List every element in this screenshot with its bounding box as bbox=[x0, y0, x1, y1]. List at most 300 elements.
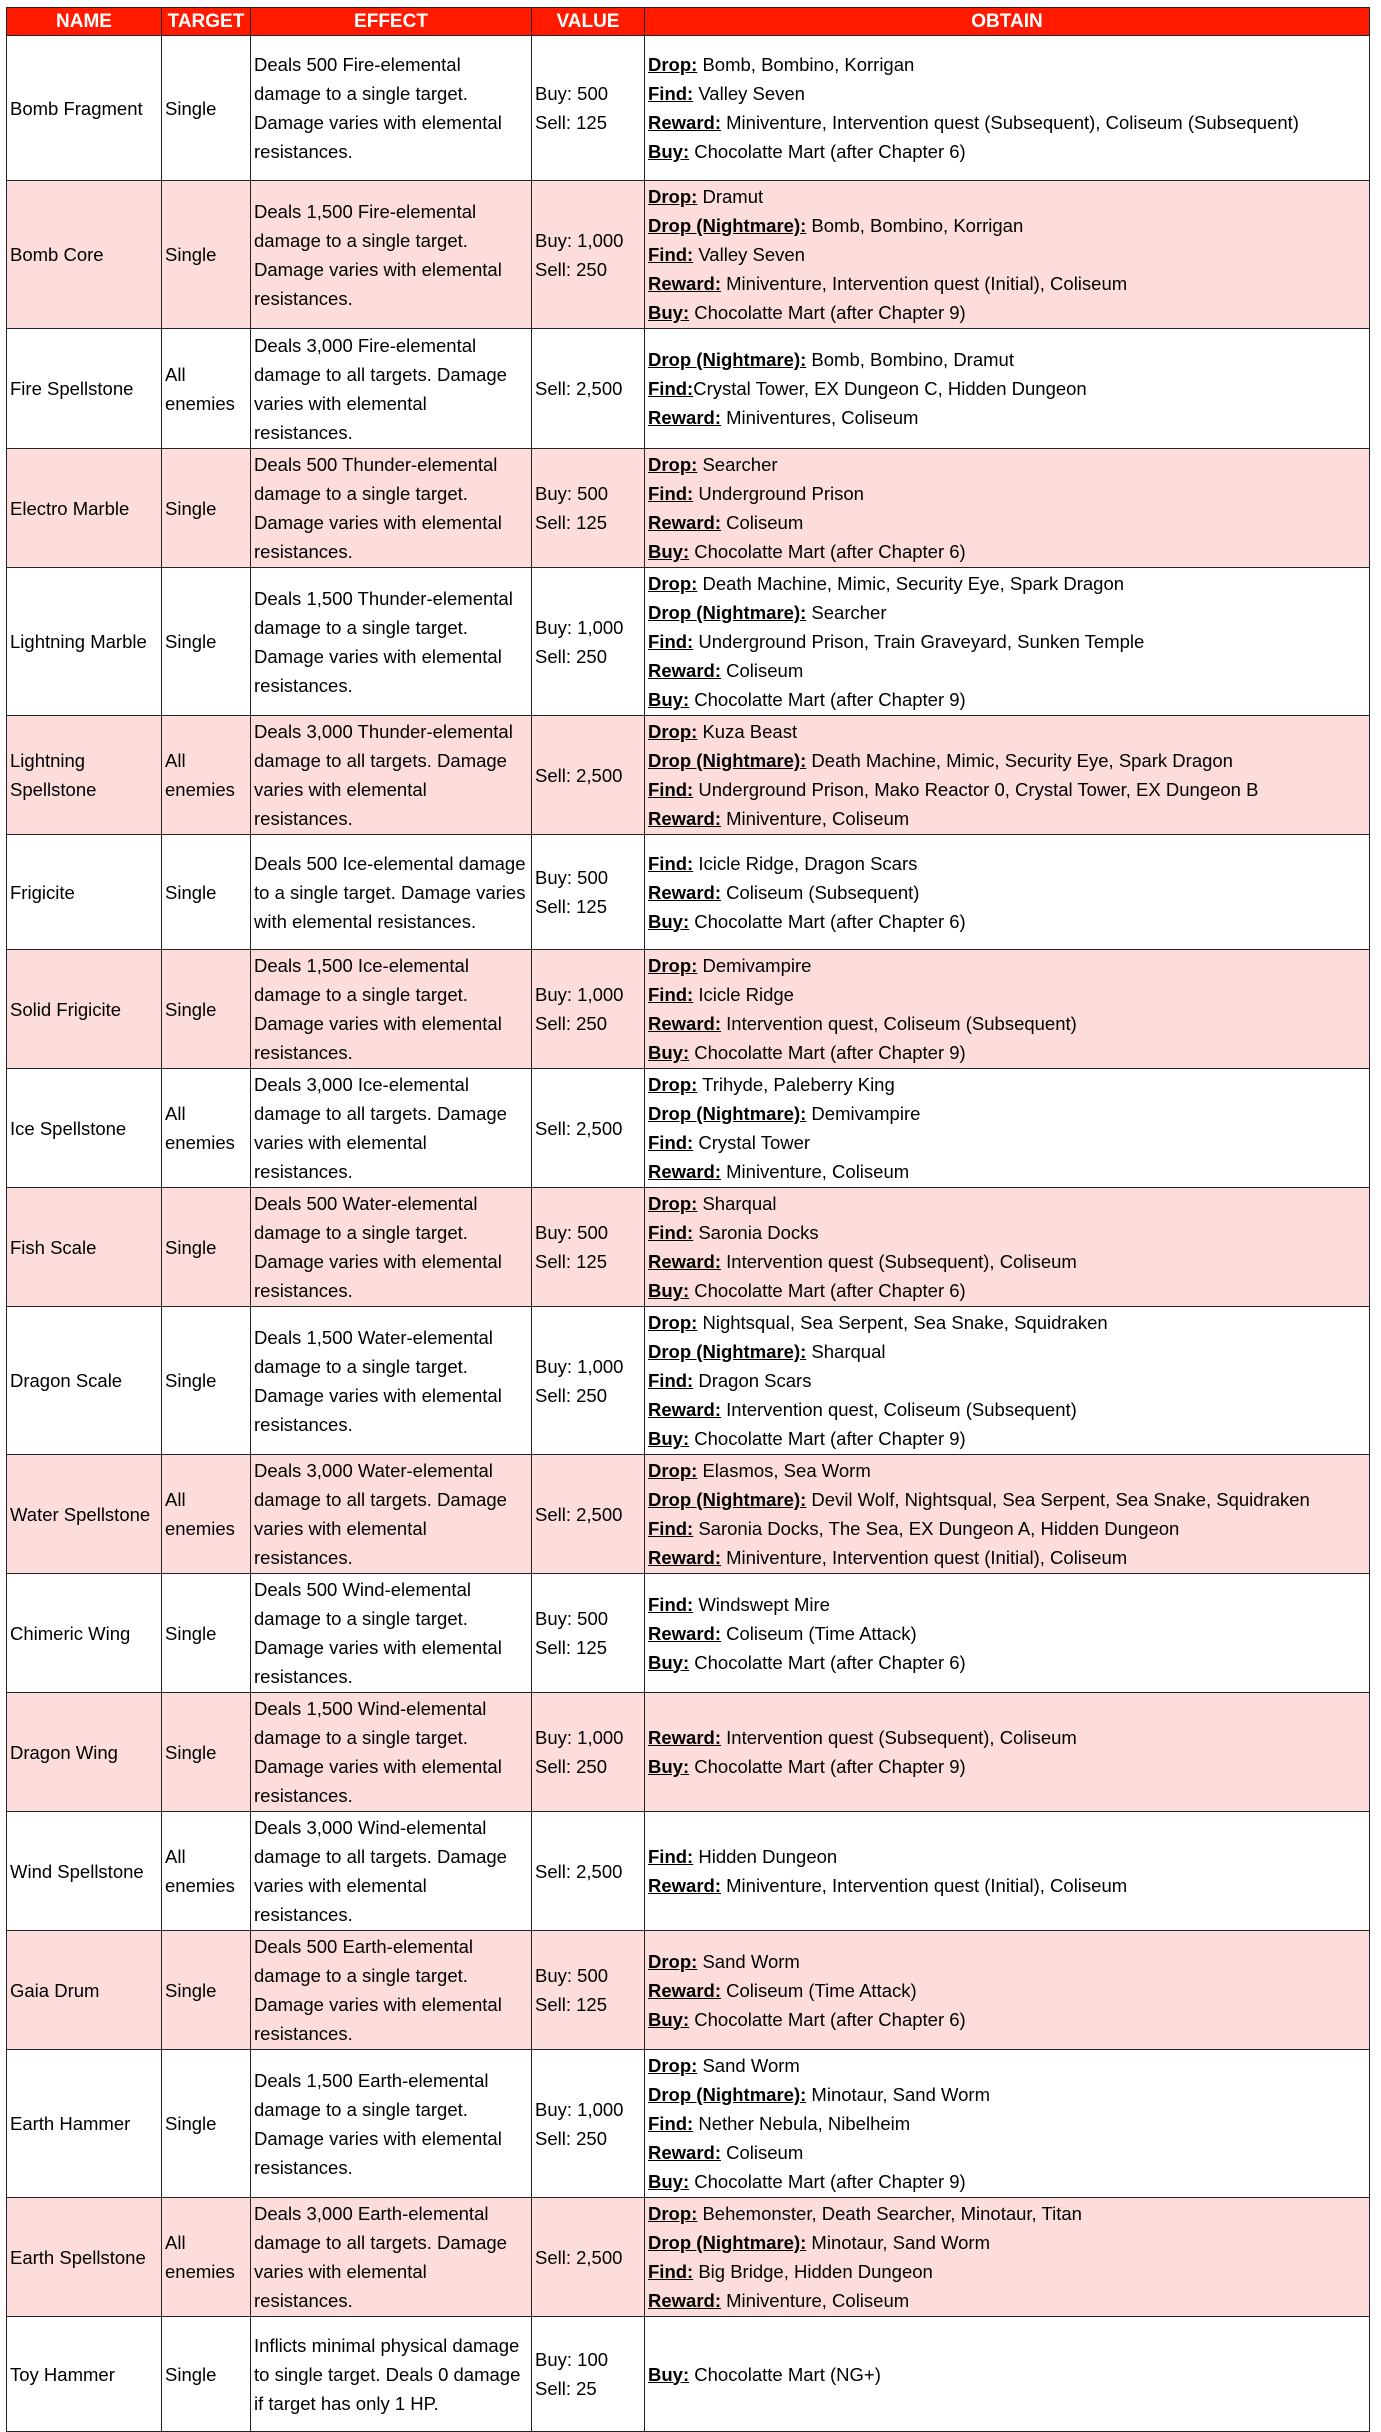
obtain-entry bbox=[648, 1099, 1366, 1128]
obtain-label: Find: bbox=[648, 2113, 694, 2134]
buy-price: Buy: 100 bbox=[535, 2349, 609, 2370]
buy-price: Buy: 500 bbox=[535, 83, 609, 104]
header-target: TARGET bbox=[162, 8, 251, 36]
obtain-label: Reward: bbox=[648, 1251, 721, 1272]
obtain-entry bbox=[648, 240, 1366, 269]
item-effect-cell: Deals 500 Wind-elemental damage to a single target. Damage varies with elemental resistances. bbox=[251, 1574, 532, 1693]
obtain-label: Find: bbox=[648, 378, 694, 399]
sell-price: Sell: 125 bbox=[535, 512, 607, 533]
item-name-cell: Lightning Marble bbox=[7, 568, 162, 716]
obtain-entry bbox=[648, 479, 1366, 508]
obtain-text: Saronia Docks, The Sea, EX Dungeon A, Hidden Dungeon bbox=[693, 1518, 1180, 1539]
items-table bbox=[6, 7, 1370, 2432]
obtain-entry bbox=[648, 2228, 1366, 2257]
obtain-text: Chocolatte Mart (after Chapter 9) bbox=[689, 1756, 966, 1777]
obtain-text: Hidden Dungeon bbox=[693, 1846, 838, 1867]
item-name-cell: Electro Marble bbox=[7, 449, 162, 568]
table-row bbox=[7, 329, 1370, 449]
obtain-label: Drop: bbox=[648, 721, 698, 742]
item-target-cell: Single bbox=[162, 1574, 251, 1693]
obtain-text: Behemonster, Death Searcher, Minotaur, Titan bbox=[697, 2203, 1082, 2224]
buy-price: Buy: 1,000 bbox=[535, 616, 624, 638]
obtain-entry bbox=[648, 1723, 1366, 1752]
obtain-text: Miniventure, Coliseum bbox=[721, 2290, 910, 2311]
obtain-label: Buy: bbox=[648, 541, 690, 562]
obtain-text: Miniventure, Coliseum bbox=[721, 1161, 910, 1182]
obtain-entry bbox=[648, 50, 1366, 79]
item-value-cell bbox=[532, 716, 645, 835]
obtain-entry bbox=[648, 598, 1366, 627]
item-name-cell: Dragon Scale bbox=[7, 1307, 162, 1455]
sell-price: Sell: 125 bbox=[535, 1637, 607, 1658]
obtain-text: Elasmos, Sea Worm bbox=[697, 1460, 871, 1481]
item-target-cell: Single bbox=[162, 449, 251, 568]
table-body bbox=[7, 36, 1370, 2432]
item-name-cell: Solid Frigicite bbox=[7, 950, 162, 1069]
table-row bbox=[7, 1069, 1370, 1188]
item-obtain-cell bbox=[645, 716, 1370, 835]
obtain-label: Drop (Nightmare): bbox=[648, 1103, 807, 1124]
obtain-entry bbox=[648, 2051, 1366, 2080]
item-name-cell: Fire Spellstone bbox=[7, 329, 162, 449]
obtain-text: Coliseum bbox=[721, 2142, 804, 2163]
obtain-text: Miniventure, Coliseum bbox=[721, 808, 910, 829]
obtain-entry bbox=[648, 2360, 1366, 2389]
item-value-cell bbox=[532, 568, 645, 716]
sell-price: Sell: 125 bbox=[535, 896, 607, 917]
obtain-text: Minotaur, Sand Worm bbox=[806, 2084, 990, 2105]
item-value-cell bbox=[532, 1693, 645, 1812]
item-value-cell bbox=[532, 950, 645, 1069]
obtain-text: Intervention quest, Coliseum (Subsequent) bbox=[721, 1013, 1077, 1034]
obtain-entry bbox=[648, 1947, 1366, 1976]
obtain-text: Chocolatte Mart (NG+) bbox=[689, 2363, 881, 2385]
obtain-text: Underground Prison, Train Graveyard, Sunken Temple bbox=[693, 631, 1145, 652]
item-name-cell: Earth Hammer bbox=[7, 2050, 162, 2198]
obtain-entry bbox=[648, 1976, 1366, 2005]
item-obtain-cell bbox=[645, 835, 1370, 950]
table-row bbox=[7, 2317, 1370, 2432]
obtain-label: Find: bbox=[648, 1593, 694, 1615]
obtain-label: Buy: bbox=[648, 1042, 690, 1063]
obtain-text: Chocolatte Mart (after Chapter 9) bbox=[689, 2171, 966, 2192]
obtain-entry bbox=[648, 403, 1366, 432]
obtain-label: Buy: bbox=[648, 2363, 690, 2385]
obtain-label: Drop (Nightmare): bbox=[648, 2232, 807, 2253]
obtain-label: Reward: bbox=[648, 1979, 721, 2001]
sell-price: Sell: 2,500 bbox=[535, 378, 623, 399]
sell-price: Sell: 250 bbox=[535, 1756, 607, 1777]
obtain-text: Icicle Ridge bbox=[693, 984, 794, 1005]
item-effect-cell: Deals 3,000 Ice-elemental damage to all targets. Damage varies with elemental resistances. bbox=[251, 1069, 532, 1188]
obtain-entry bbox=[648, 1485, 1366, 1514]
obtain-entry bbox=[648, 1514, 1366, 1543]
item-effect-cell: Deals 3,000 Water-elemental damage to all targets. Damage varies with elemental resistances. bbox=[251, 1455, 532, 1574]
obtain-text: Saronia Docks bbox=[693, 1222, 819, 1243]
obtain-entry bbox=[648, 746, 1366, 775]
obtain-label: Drop: bbox=[648, 1193, 698, 1214]
obtain-entry bbox=[648, 569, 1366, 598]
obtain-label: Drop: bbox=[648, 2055, 698, 2076]
obtain-entry bbox=[648, 182, 1366, 211]
item-target-cell: All enemies bbox=[162, 1455, 251, 1574]
sell-price: Sell: 2,500 bbox=[535, 1117, 623, 1139]
obtain-text: Big Bridge, Hidden Dungeon bbox=[693, 2261, 933, 2282]
obtain-entry bbox=[648, 1842, 1366, 1871]
item-obtain-cell bbox=[645, 329, 1370, 449]
obtain-entry bbox=[648, 2005, 1366, 2034]
item-obtain-cell bbox=[645, 568, 1370, 716]
obtain-entry bbox=[648, 849, 1366, 878]
item-obtain-cell bbox=[645, 1693, 1370, 1812]
obtain-text: Dragon Scars bbox=[693, 1370, 812, 1391]
obtain-text: Valley Seven bbox=[693, 244, 805, 265]
obtain-label: Drop (Nightmare): bbox=[648, 1489, 807, 1510]
item-name-cell: Bomb Core bbox=[7, 181, 162, 329]
item-obtain-cell bbox=[645, 181, 1370, 329]
obtain-entry bbox=[648, 1543, 1366, 1572]
obtain-text: Bomb, Bombino, Korrigan bbox=[697, 54, 915, 75]
obtain-label: Drop: bbox=[648, 454, 698, 475]
obtain-label: Reward: bbox=[648, 1547, 721, 1568]
table-row bbox=[7, 1812, 1370, 1931]
obtain-entry bbox=[648, 1247, 1366, 1276]
item-value-cell bbox=[532, 2317, 645, 2432]
item-value-cell bbox=[532, 181, 645, 329]
table-row bbox=[7, 716, 1370, 835]
obtain-label: Reward: bbox=[648, 273, 721, 294]
buy-price: Buy: 1,000 bbox=[535, 2098, 624, 2120]
obtain-entry bbox=[648, 2257, 1366, 2286]
obtain-entry bbox=[648, 508, 1366, 537]
header-obtain: OBTAIN bbox=[645, 8, 1370, 36]
item-target-cell: Single bbox=[162, 568, 251, 716]
obtain-entry bbox=[648, 1157, 1366, 1186]
sell-price: Sell: 2,500 bbox=[535, 1503, 623, 1525]
item-target-cell: Single bbox=[162, 950, 251, 1069]
obtain-entry bbox=[648, 298, 1366, 327]
obtain-label: Reward: bbox=[648, 1727, 721, 1748]
obtain-text: Chocolatte Mart (after Chapter 9) bbox=[689, 302, 966, 323]
item-name-cell: Wind Spellstone bbox=[7, 1812, 162, 1931]
obtain-label: Reward: bbox=[648, 808, 721, 829]
obtain-label: Reward: bbox=[648, 1013, 721, 1034]
obtain-label: Drop: bbox=[648, 1074, 698, 1095]
obtain-entry bbox=[648, 2286, 1366, 2315]
item-value-cell bbox=[532, 329, 645, 449]
table-row bbox=[7, 449, 1370, 568]
obtain-entry bbox=[648, 627, 1366, 656]
obtain-label: Reward: bbox=[648, 881, 721, 903]
obtain-label: Find: bbox=[648, 83, 694, 104]
obtain-label: Drop (Nightmare): bbox=[648, 1341, 807, 1362]
sell-price: Sell: 250 bbox=[535, 2127, 607, 2149]
obtain-entry bbox=[648, 2138, 1366, 2167]
item-value-cell bbox=[532, 449, 645, 568]
obtain-label: Drop (Nightmare): bbox=[648, 215, 807, 236]
table-row bbox=[7, 2198, 1370, 2317]
obtain-label: Buy: bbox=[648, 2171, 690, 2192]
item-obtain-cell bbox=[645, 1574, 1370, 1693]
item-effect-cell: Deals 1,500 Ice-elemental damage to a single target. Damage varies with elemental resistances. bbox=[251, 950, 532, 1069]
sell-price: Sell: 250 bbox=[535, 645, 607, 667]
header-row bbox=[7, 8, 1370, 36]
obtain-label: Find: bbox=[648, 984, 694, 1005]
item-obtain-cell bbox=[645, 950, 1370, 1069]
obtain-entry bbox=[648, 951, 1366, 980]
item-name-cell: Lightning Spellstone bbox=[7, 716, 162, 835]
obtain-entry bbox=[648, 685, 1366, 714]
item-value-cell bbox=[532, 2198, 645, 2317]
obtain-label: Buy: bbox=[648, 910, 690, 932]
obtain-label: Find: bbox=[648, 1222, 694, 1243]
item-obtain-cell bbox=[645, 1931, 1370, 2050]
obtain-text: Chocolatte Mart (after Chapter 9) bbox=[689, 689, 966, 710]
item-name-cell: Water Spellstone bbox=[7, 1455, 162, 1574]
obtain-entry bbox=[648, 878, 1366, 907]
table-row bbox=[7, 1188, 1370, 1307]
table-row bbox=[7, 835, 1370, 950]
obtain-entry bbox=[648, 1424, 1366, 1453]
obtain-label: Reward: bbox=[648, 112, 721, 133]
obtain-text: Chocolatte Mart (after Chapter 9) bbox=[689, 1428, 966, 1449]
obtain-entry bbox=[648, 2109, 1366, 2138]
obtain-entry bbox=[648, 1752, 1366, 1781]
obtain-entry bbox=[648, 980, 1366, 1009]
obtain-label: Drop: bbox=[648, 54, 698, 75]
obtain-entry bbox=[648, 1395, 1366, 1424]
table-row bbox=[7, 1307, 1370, 1455]
obtain-text: Miniventure, Intervention quest (Initial), Coliseum bbox=[721, 273, 1128, 294]
obtain-label: Reward: bbox=[648, 2142, 721, 2163]
obtain-label: Buy: bbox=[648, 141, 690, 162]
item-value-cell bbox=[532, 36, 645, 181]
obtain-label: Reward: bbox=[648, 407, 721, 428]
item-effect-cell: Deals 3,000 Earth-elemental damage to all targets. Damage varies with elemental resistances. bbox=[251, 2198, 532, 2317]
buy-price: Buy: 500 bbox=[535, 1965, 609, 1986]
obtain-entry bbox=[648, 450, 1366, 479]
item-effect-cell: Deals 1,500 Thunder-elemental damage to a single target. Damage varies with elemental resistances. bbox=[251, 568, 532, 716]
item-obtain-cell bbox=[645, 2198, 1370, 2317]
item-target-cell: Single bbox=[162, 36, 251, 181]
obtain-text: Miniventure, Intervention quest (Initial), Coliseum bbox=[721, 1547, 1128, 1568]
obtain-entry bbox=[648, 1337, 1366, 1366]
sell-price: Sell: 125 bbox=[535, 112, 607, 133]
item-name-cell: Frigicite bbox=[7, 835, 162, 950]
obtain-text: Underground Prison, Mako Reactor 0, Crystal Tower, EX Dungeon B bbox=[693, 779, 1259, 800]
item-effect-cell: Deals 1,500 Water-elemental damage to a single target. Damage varies with elemental resistances. bbox=[251, 1307, 532, 1455]
obtain-text: Windswept Mire bbox=[693, 1593, 830, 1615]
obtain-label: Find: bbox=[648, 1370, 694, 1391]
obtain-label: Buy: bbox=[648, 1428, 690, 1449]
item-effect-cell: Inflicts minimal physical damage to single target. Deals 0 damage if target has only 1 HP. bbox=[251, 2317, 532, 2432]
obtain-entry bbox=[648, 1456, 1366, 1485]
item-name-cell: Dragon Wing bbox=[7, 1693, 162, 1812]
obtain-text: Kuza Beast bbox=[697, 721, 798, 742]
obtain-text: Chocolatte Mart (after Chapter 6) bbox=[689, 1651, 966, 1673]
obtain-entry bbox=[648, 1218, 1366, 1247]
item-obtain-cell bbox=[645, 2050, 1370, 2198]
table-row bbox=[7, 2050, 1370, 2198]
obtain-label: Buy: bbox=[648, 302, 690, 323]
table-row bbox=[7, 36, 1370, 181]
item-effect-cell: Deals 3,000 Thunder-elemental damage to all targets. Damage varies with elemental resistances. bbox=[251, 716, 532, 835]
buy-price: Buy: 1,000 bbox=[535, 1727, 624, 1748]
obtain-text: Coliseum (Time Attack) bbox=[721, 1622, 917, 1644]
obtain-text: Chocolatte Mart (after Chapter 9) bbox=[689, 1042, 966, 1063]
item-target-cell: Single bbox=[162, 1307, 251, 1455]
item-target-cell: All enemies bbox=[162, 329, 251, 449]
obtain-text: Nether Nebula, Nibelheim bbox=[693, 2113, 911, 2134]
item-obtain-cell bbox=[645, 449, 1370, 568]
obtain-entry bbox=[648, 1619, 1366, 1648]
table-row bbox=[7, 568, 1370, 716]
header-effect: EFFECT bbox=[251, 8, 532, 36]
obtain-text: Icicle Ridge, Dragon Scars bbox=[693, 852, 918, 874]
header-value: VALUE bbox=[532, 8, 645, 36]
obtain-label: Buy: bbox=[648, 1280, 690, 1301]
obtain-text: Miniventure, Intervention quest (Subsequent), Coliseum (Subsequent) bbox=[721, 112, 1299, 133]
item-target-cell: Single bbox=[162, 2317, 251, 2432]
item-name-cell: Ice Spellstone bbox=[7, 1069, 162, 1188]
obtain-label: Buy: bbox=[648, 1651, 690, 1673]
item-target-cell: Single bbox=[162, 1188, 251, 1307]
sell-price: Sell: 125 bbox=[535, 1994, 607, 2015]
buy-price: Buy: 500 bbox=[535, 1608, 609, 1629]
obtain-entry bbox=[648, 345, 1366, 374]
obtain-entry bbox=[648, 1871, 1366, 1900]
obtain-text: Miniventure, Intervention quest (Initial), Coliseum bbox=[721, 1875, 1128, 1896]
obtain-label: Find: bbox=[648, 244, 694, 265]
obtain-label: Drop: bbox=[648, 1312, 698, 1333]
obtain-text: Sharqual bbox=[806, 1341, 886, 1362]
obtain-text: Nightsqual, Sea Serpent, Sea Snake, Squidraken bbox=[697, 1312, 1108, 1333]
obtain-text: Searcher bbox=[806, 602, 887, 623]
table-row bbox=[7, 1574, 1370, 1693]
item-value-cell bbox=[532, 1931, 645, 2050]
item-effect-cell: Deals 1,500 Earth-elemental damage to a single target. Damage varies with elemental resistances. bbox=[251, 2050, 532, 2198]
obtain-text: Searcher bbox=[697, 454, 778, 475]
sell-price: Sell: 250 bbox=[535, 1384, 607, 1406]
obtain-entry bbox=[648, 2199, 1366, 2228]
obtain-text: Sand Worm bbox=[697, 1950, 800, 1972]
obtain-text: Chocolatte Mart (after Chapter 6) bbox=[689, 541, 966, 562]
item-value-cell bbox=[532, 1574, 645, 1693]
obtain-label: Reward: bbox=[648, 1399, 721, 1420]
item-target-cell: All enemies bbox=[162, 1812, 251, 1931]
obtain-text: Coliseum (Time Attack) bbox=[721, 1979, 917, 2001]
header-name: NAME bbox=[7, 8, 162, 36]
obtain-entry bbox=[648, 537, 1366, 566]
sell-price: Sell: 250 bbox=[535, 258, 607, 280]
sell-price: Sell: 125 bbox=[535, 1251, 607, 1272]
table-row bbox=[7, 950, 1370, 1069]
obtain-entry bbox=[648, 1189, 1366, 1218]
item-value-cell bbox=[532, 1812, 645, 1931]
obtain-label: Find: bbox=[648, 1132, 694, 1153]
buy-price: Buy: 500 bbox=[535, 483, 609, 504]
obtain-text: Death Machine, Mimic, Security Eye, Spark Dragon bbox=[697, 573, 1125, 594]
obtain-label: Reward: bbox=[648, 660, 721, 681]
obtain-label: Drop (Nightmare): bbox=[648, 349, 807, 370]
obtain-text: Intervention quest (Subsequent), Coliseum bbox=[721, 1727, 1077, 1748]
item-obtain-cell bbox=[645, 36, 1370, 181]
obtain-entry bbox=[648, 1366, 1366, 1395]
obtain-label: Drop: bbox=[648, 1460, 698, 1481]
item-value-cell bbox=[532, 1455, 645, 1574]
obtain-label: Reward: bbox=[648, 512, 721, 533]
obtain-label: Drop: bbox=[648, 186, 698, 207]
obtain-label: Reward: bbox=[648, 1622, 721, 1644]
item-name-cell: Fish Scale bbox=[7, 1188, 162, 1307]
item-value-cell bbox=[532, 1069, 645, 1188]
buy-price: Buy: 1,000 bbox=[535, 1355, 624, 1377]
item-effect-cell: Deals 3,000 Wind-elemental damage to all targets. Damage varies with elemental resistances. bbox=[251, 1812, 532, 1931]
item-name-cell: Gaia Drum bbox=[7, 1931, 162, 2050]
obtain-entry bbox=[648, 775, 1366, 804]
item-effect-cell: Deals 500 Water-elemental damage to a single target. Damage varies with elemental resistances. bbox=[251, 1188, 532, 1307]
item-name-cell: Chimeric Wing bbox=[7, 1574, 162, 1693]
table-row bbox=[7, 181, 1370, 329]
obtain-text: Intervention quest, Coliseum (Subsequent) bbox=[721, 1399, 1077, 1420]
buy-price: Buy: 1,000 bbox=[535, 229, 624, 251]
obtain-entry bbox=[648, 1038, 1366, 1067]
obtain-label: Drop (Nightmare): bbox=[648, 2084, 807, 2105]
item-effect-cell: Deals 3,000 Fire-elemental damage to all targets. Damage varies with elemental resistances. bbox=[251, 329, 532, 449]
obtain-label: Find: bbox=[648, 2261, 694, 2282]
item-effect-cell: Deals 500 Ice-elemental damage to a single target. Damage varies with elemental resistances. bbox=[251, 835, 532, 950]
sell-price: Sell: 250 bbox=[535, 1013, 607, 1034]
obtain-text: Valley Seven bbox=[693, 83, 805, 104]
item-obtain-cell bbox=[645, 1069, 1370, 1188]
obtain-text: Chocolatte Mart (after Chapter 6) bbox=[689, 910, 966, 932]
obtain-label: Reward: bbox=[648, 1161, 721, 1182]
obtain-entry bbox=[648, 79, 1366, 108]
obtain-text: Miniventures, Coliseum bbox=[721, 407, 919, 428]
item-obtain-cell bbox=[645, 2317, 1370, 2432]
obtain-label: Reward: bbox=[648, 2290, 721, 2311]
obtain-text: Bomb, Bombino, Korrigan bbox=[806, 215, 1024, 236]
obtain-text: Demivampire bbox=[806, 1103, 921, 1124]
obtain-label: Drop (Nightmare): bbox=[648, 602, 807, 623]
obtain-text: Devil Wolf, Nightsqual, Sea Serpent, Sea Snake, Squidraken bbox=[806, 1489, 1310, 1510]
obtain-label: Drop: bbox=[648, 573, 698, 594]
obtain-label: Buy: bbox=[648, 689, 690, 710]
obtain-entry bbox=[648, 1009, 1366, 1038]
sell-price: Sell: 2,500 bbox=[535, 2246, 623, 2268]
obtain-entry bbox=[648, 137, 1366, 166]
obtain-entry bbox=[648, 1648, 1366, 1677]
obtain-entry bbox=[648, 1128, 1366, 1157]
obtain-text: Intervention quest (Subsequent), Coliseum bbox=[721, 1251, 1077, 1272]
obtain-entry bbox=[648, 269, 1366, 298]
obtain-entry bbox=[648, 374, 1366, 403]
obtain-entry bbox=[648, 717, 1366, 746]
obtain-entry bbox=[648, 108, 1366, 137]
item-value-cell bbox=[532, 835, 645, 950]
obtain-entry bbox=[648, 2080, 1366, 2109]
obtain-label: Find: bbox=[648, 1846, 694, 1867]
item-target-cell: Single bbox=[162, 1693, 251, 1812]
table-row bbox=[7, 1693, 1370, 1812]
obtain-text: Demivampire bbox=[697, 955, 812, 976]
obtain-label: Find: bbox=[648, 779, 694, 800]
item-target-cell: All enemies bbox=[162, 2198, 251, 2317]
obtain-text: Coliseum bbox=[721, 512, 804, 533]
obtain-entry bbox=[648, 1308, 1366, 1337]
obtain-label: Drop: bbox=[648, 2203, 698, 2224]
item-value-cell bbox=[532, 1188, 645, 1307]
